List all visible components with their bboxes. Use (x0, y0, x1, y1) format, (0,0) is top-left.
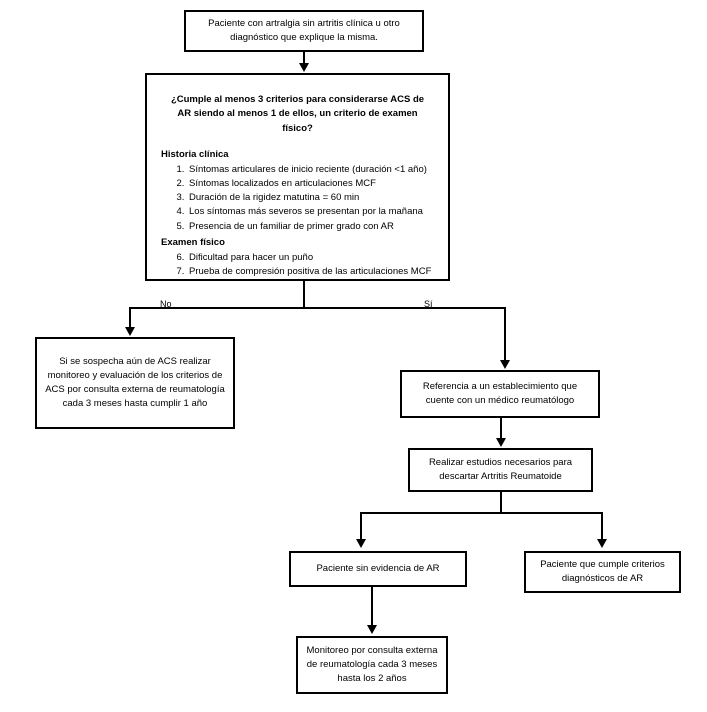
node-monitoreo-label: Monitoreo por consulta externa de reumatología cada 3 meses hasta los 2 años (306, 645, 438, 684)
edge-label-si: Sí (424, 299, 433, 309)
connector-estudios-bus (360, 512, 603, 514)
node-no-branch-label: Si se sospecha aún de ACS realizar monitoreo y evaluación de los criterios de ACS por consulta externa de reumatología cada 3 meses hasta cumplir 1 año (45, 356, 225, 409)
list-item: 1. Síntomas articulares de inicio reciente (duración <1 año) (187, 163, 434, 177)
criteria-section-1-list (161, 163, 434, 234)
connector-si-branch (504, 307, 506, 361)
criteria-section-2-title: Examen físico (161, 236, 225, 248)
arrowhead-to-cumple (597, 539, 607, 548)
list-item: 2. Síntomas localizados en articulaciones MCF (187, 177, 434, 191)
connector-criteria-down (303, 281, 305, 308)
connector-sin-evidencia-to-monitoreo (371, 587, 373, 625)
node-monitoreo (296, 636, 448, 694)
connector-to-sin-evidencia (360, 512, 362, 540)
list-item: 3. Duración de la rigidez matutina = 60 min (187, 191, 434, 205)
arrowhead-start-to-criteria (299, 63, 309, 72)
connector-to-cumple (601, 512, 603, 540)
node-start-label: Paciente con artralgia sin artritis clínica u otro diagnóstico que explique la misma. (208, 18, 400, 43)
list-item: 5. Presencia de un familiar de primer grado con AR (187, 220, 434, 234)
node-referencia-label: Referencia a un establecimiento que cuente con un médico reumatólogo (422, 381, 578, 406)
connector-no-branch (129, 307, 131, 328)
arrowhead-to-sin-evidencia (356, 539, 366, 548)
node-estudios-label: Realizar estudios necesarios para descartar Artritis Reumatoide (428, 457, 573, 482)
node-sin-evidencia (289, 551, 467, 587)
list-item: 6. Dificultad para hacer un puño (187, 251, 434, 265)
connector-referencia-to-estudios (500, 418, 502, 438)
edge-label-no: No (160, 299, 172, 309)
node-estudios (408, 448, 593, 492)
connector-estudios-down (500, 492, 502, 513)
node-sin-evidencia-label: Paciente sin evidencia de AR (316, 563, 440, 575)
arrowhead-sin-evidencia-to-monitoreo (367, 625, 377, 634)
arrowhead-no-branch (125, 327, 135, 336)
node-no-branch (35, 337, 235, 429)
node-start (184, 10, 424, 52)
criteria-section-2-list (161, 251, 434, 280)
arrowhead-referencia-to-estudios (496, 438, 506, 447)
node-criteria-question: ¿Cumple al menos 3 criterios para considerarse ACS de AR siendo al menos 1 de ellos, un criterio de examen físico? (170, 94, 425, 134)
connector-split-bus (129, 307, 506, 309)
list-item: 4. Los síntomas más severos se presentan por la mañana (187, 205, 434, 219)
list-item: 7. Prueba de compresión positiva de las articulaciones MCF (187, 265, 434, 279)
node-cumple-criterios (524, 551, 681, 593)
criteria-section-1-title: Historia clínica (161, 148, 229, 160)
node-referencia (400, 370, 600, 418)
node-cumple-criterios-label: Paciente que cumple criterios diagnósticos de AR (540, 559, 665, 584)
node-criteria (145, 73, 450, 281)
arrowhead-si-branch (500, 360, 510, 369)
